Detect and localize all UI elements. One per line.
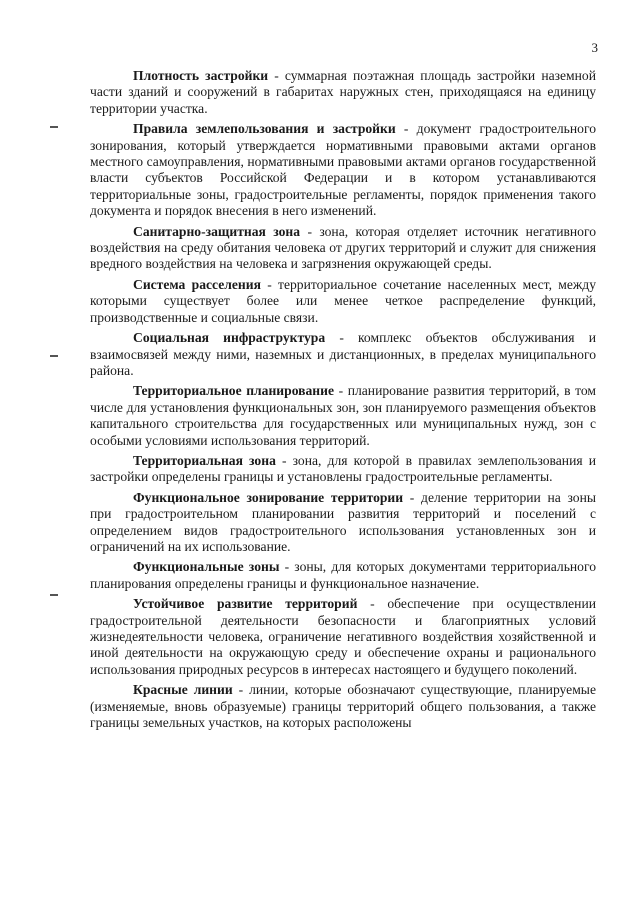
- entry-term: Устойчивое развитие территорий: [133, 596, 358, 612]
- glossary-entry: [90, 277, 596, 326]
- entry-definition: - зона, для которой в правилах землепользования и застройки определены границы и установлены градостроительные регламенты.: [90, 452, 596, 485]
- entry-definition: - зона, которая отделяет источник негативного воздействия на среду обитания человека от других территорий и служит для снижения вредного воздействия на человека и загрязнения окружающей среды.: [90, 223, 596, 272]
- entry-term: Социальная инфраструктура: [133, 330, 326, 346]
- entry-definition: - линии, которые обозначают существующие, планируемые (изменяемые, вновь образуемые) границы территорий общего пользования, а также границы земельных участков, на которых расположены: [90, 682, 596, 731]
- entry-term: Санитарно-защитная зона: [133, 223, 301, 239]
- entry-term: Правила землепользования и застройки: [133, 121, 396, 137]
- glossary-entry: [90, 559, 596, 592]
- entry-term: Территориальная зона: [133, 452, 276, 468]
- entry-term: Функциональные зоны: [133, 559, 280, 575]
- glossary-entry: [90, 224, 596, 273]
- entry-term: Плотность застройки: [133, 68, 269, 83]
- entry-definition: - суммарная поэтажная площадь застройки наземной части зданий и сооружений в габаритах наружных стен, приходящаяся на единицу территории участка.: [90, 68, 596, 116]
- entry-definition: - комплекс объектов обслуживания и взаимосвязей между ними, наземных и дистанционных, в пределах муниципального района.: [90, 330, 597, 378]
- entry-term: Территориальное планирование: [133, 383, 334, 399]
- glossary-entry: [90, 682, 596, 731]
- glossary-entry: [90, 596, 596, 678]
- glossary-entry: [90, 68, 596, 117]
- margin-mark: [50, 355, 58, 357]
- entry-definition: - обеспечение при осуществлении градостроительной деятельности безопасности и благоприятных условий жизнедеятельности человека, ограничение негативного воздействия хозяйственной и иной деятельности на окружающую среду и обеспечение охраны и рационального использования природных ресурсов в интересах настоящего и будущего поколений.: [90, 596, 596, 677]
- margin-mark: [50, 126, 58, 128]
- entry-definition: - планирование развития территорий, в том числе для установления функциональных зон, зон планируемого размещения объектов капитального строительства для государственных или муниципальных нужд, зон с особыми условиями использования территорий.: [90, 383, 597, 448]
- entry-definition: - документ градостроительного зонирования, который утверждается нормативными правовыми актами органов местного самоуправления, нормативными правовыми актами органов государственной власти субъектов Российской Федерации и в котором устанавливаются территориальные зоны, градостроительные регламенты, порядок применения такого документа и порядок внесения в него изменений.: [90, 121, 596, 219]
- entry-term: Функциональное зонирование территории: [133, 489, 404, 505]
- glossary-entry: [90, 121, 596, 219]
- entry-definition: - деление территории на зоны при градостроительном планировании развития территорий и поселений с определением видов градостроительного использования установленных зон и ограничений на их использование.: [90, 489, 597, 554]
- entry-definition: - территориальное сочетание населенных мест, между которыми существует более или менее четкое распределение функций, производственные и социальные связи.: [90, 276, 597, 325]
- glossary-entry: [90, 490, 596, 556]
- glossary-body: [90, 68, 596, 735]
- glossary-entry: [90, 383, 596, 449]
- entry-term: Система расселения: [133, 276, 261, 292]
- entry-definition: - зоны, для которых документами территориального планирования определены границы и функциональное назначение.: [90, 559, 596, 591]
- glossary-entry: [90, 453, 596, 486]
- page-number: 3: [591, 40, 598, 55]
- entry-term: Красные линии: [133, 682, 233, 698]
- glossary-entry: [90, 330, 596, 379]
- margin-mark: [50, 594, 58, 596]
